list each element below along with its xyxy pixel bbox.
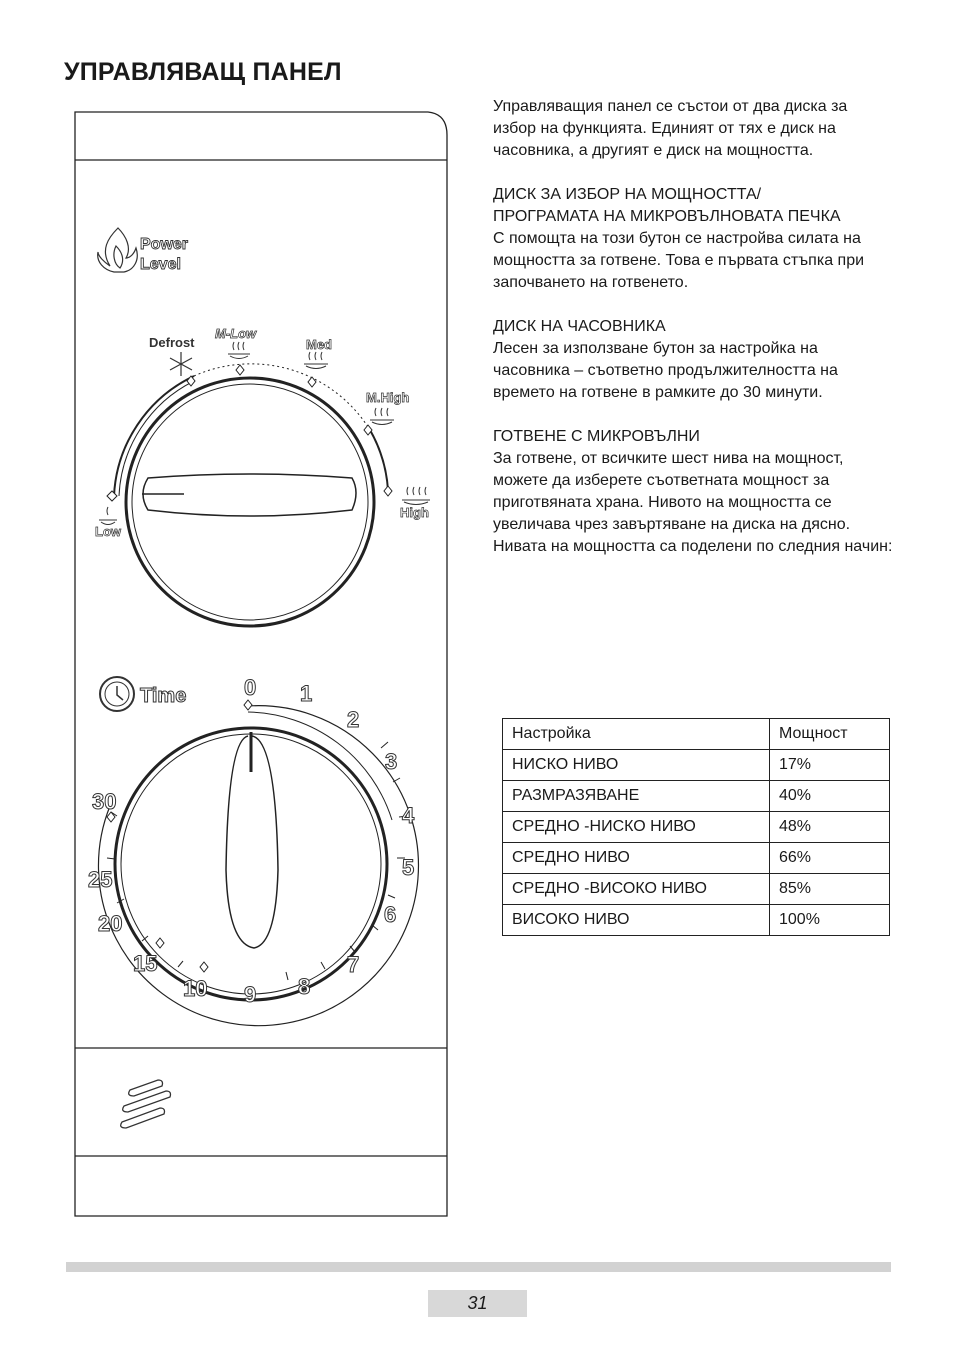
power-levels-table: [502, 718, 890, 936]
power-label-2: Level: [140, 256, 181, 273]
power-mark-m-low: M-Low: [215, 326, 257, 341]
power-mark-m-high: M.High: [366, 390, 410, 405]
table-cell-power: 48%: [770, 812, 890, 843]
section-power: [493, 184, 893, 294]
power-mark-defrost: Defrost: [149, 335, 195, 350]
section-power-heading-1: ДИСК ЗА ИЗБОР НА МОЩНОСТТА/: [493, 186, 762, 203]
section-power-body: С помощта на този бутон се настройва силата на мощността за готвене. Това е първата стъпка при започването на готвенето.: [493, 230, 865, 291]
intro-paragraph: Управляващия панел се състои от два диска за избор на функцията. Единият от тях е диск на часовника, а другият е диск на мощността.: [493, 98, 848, 159]
footer-bar: [66, 1262, 891, 1272]
time-mark-9: 9: [244, 982, 257, 1007]
time-mark-1: 1: [300, 681, 313, 706]
door-release-icon: [121, 1080, 171, 1128]
time-mark-8: 8: [298, 974, 311, 999]
section-power-heading-2: ПРОГРАМАТА НА МИКРОВЪЛНОВАТА ПЕЧКА: [493, 208, 841, 225]
page-title: УПРАВЛЯВАЩ ПАНЕЛ: [64, 58, 342, 86]
power-mark-high: High: [400, 505, 429, 520]
page-number: 31: [428, 1290, 527, 1317]
flame-icon: [98, 228, 138, 272]
snowflake-icon: [170, 352, 192, 376]
panel-outline: [75, 112, 447, 1216]
time-mark-20: 20: [98, 911, 123, 936]
time-mark-25: 25: [88, 867, 113, 892]
table-row: [503, 781, 890, 812]
section-microwave-heading: ГОТВЕНЕ С МИКРОВЪЛНИ: [493, 428, 700, 445]
table-cell-setting: СРЕДНО -НИСКО НИВО: [503, 812, 770, 843]
table-row: [503, 874, 890, 905]
table-cell-setting: НИСКО НИВО: [503, 750, 770, 781]
table-header-row: [503, 719, 890, 750]
time-mark-6: 6: [384, 902, 397, 927]
table-header-setting: Настройка: [503, 719, 770, 750]
table-cell-power: 100%: [770, 905, 890, 936]
section-microwave-body: За готвене, от всичките шест нива на мощност, можете да изберете съответната мощност за приготвяната храна. Нивото на мощността се увеличава чрез завъртяване на диска на дясно. Нивата на мощността са поделени по следния начин:: [493, 450, 893, 555]
table-cell-power: 17%: [770, 750, 890, 781]
section-microwave: [493, 426, 893, 558]
time-mark-30: 30: [92, 789, 117, 814]
section-timer-body: Лесен за използване бутон за настройка на часовника – съответно продължителността на времето на готвене в рамките до 30 минути.: [493, 340, 838, 401]
text-column: [493, 96, 893, 580]
table-cell-power: 85%: [770, 874, 890, 905]
time-mark-5: 5: [402, 855, 415, 880]
table-cell-power: 66%: [770, 843, 890, 874]
time-mark-0: 0: [244, 675, 257, 700]
table-cell-power: 40%: [770, 781, 890, 812]
table-header-power: Мощност: [770, 719, 890, 750]
table-row: [503, 812, 890, 843]
time-mark-10: 10: [183, 976, 208, 1001]
table-cell-setting: ВИСОКО НИВО: [503, 905, 770, 936]
table-cell-setting: СРЕДНО -ВИСОКО НИВО: [503, 874, 770, 905]
section-timer-heading: ДИСК НА ЧАСОВНИКА: [493, 318, 666, 335]
table-cell-setting: РАЗМРАЗЯВАНЕ: [503, 781, 770, 812]
table-row: [503, 905, 890, 936]
control-panel-diagram: [60, 105, 460, 1225]
steam-dish-icon: [99, 342, 430, 525]
power-mark-low: Low: [95, 524, 121, 539]
table-row: [503, 843, 890, 874]
time-mark-2: 2: [347, 707, 360, 732]
time-mark-3: 3: [385, 749, 398, 774]
table-row: [503, 750, 890, 781]
power-label-1: Power: [140, 236, 189, 253]
table-cell-setting: СРЕДНО НИВО: [503, 843, 770, 874]
time-mark-7: 7: [347, 952, 360, 977]
time-mark-4: 4: [402, 803, 415, 828]
section-timer: [493, 316, 893, 404]
clock-icon: [100, 677, 134, 711]
power-mark-med: Med: [306, 337, 332, 352]
time-label: Time: [140, 685, 187, 707]
time-mark-15: 15: [133, 951, 158, 976]
